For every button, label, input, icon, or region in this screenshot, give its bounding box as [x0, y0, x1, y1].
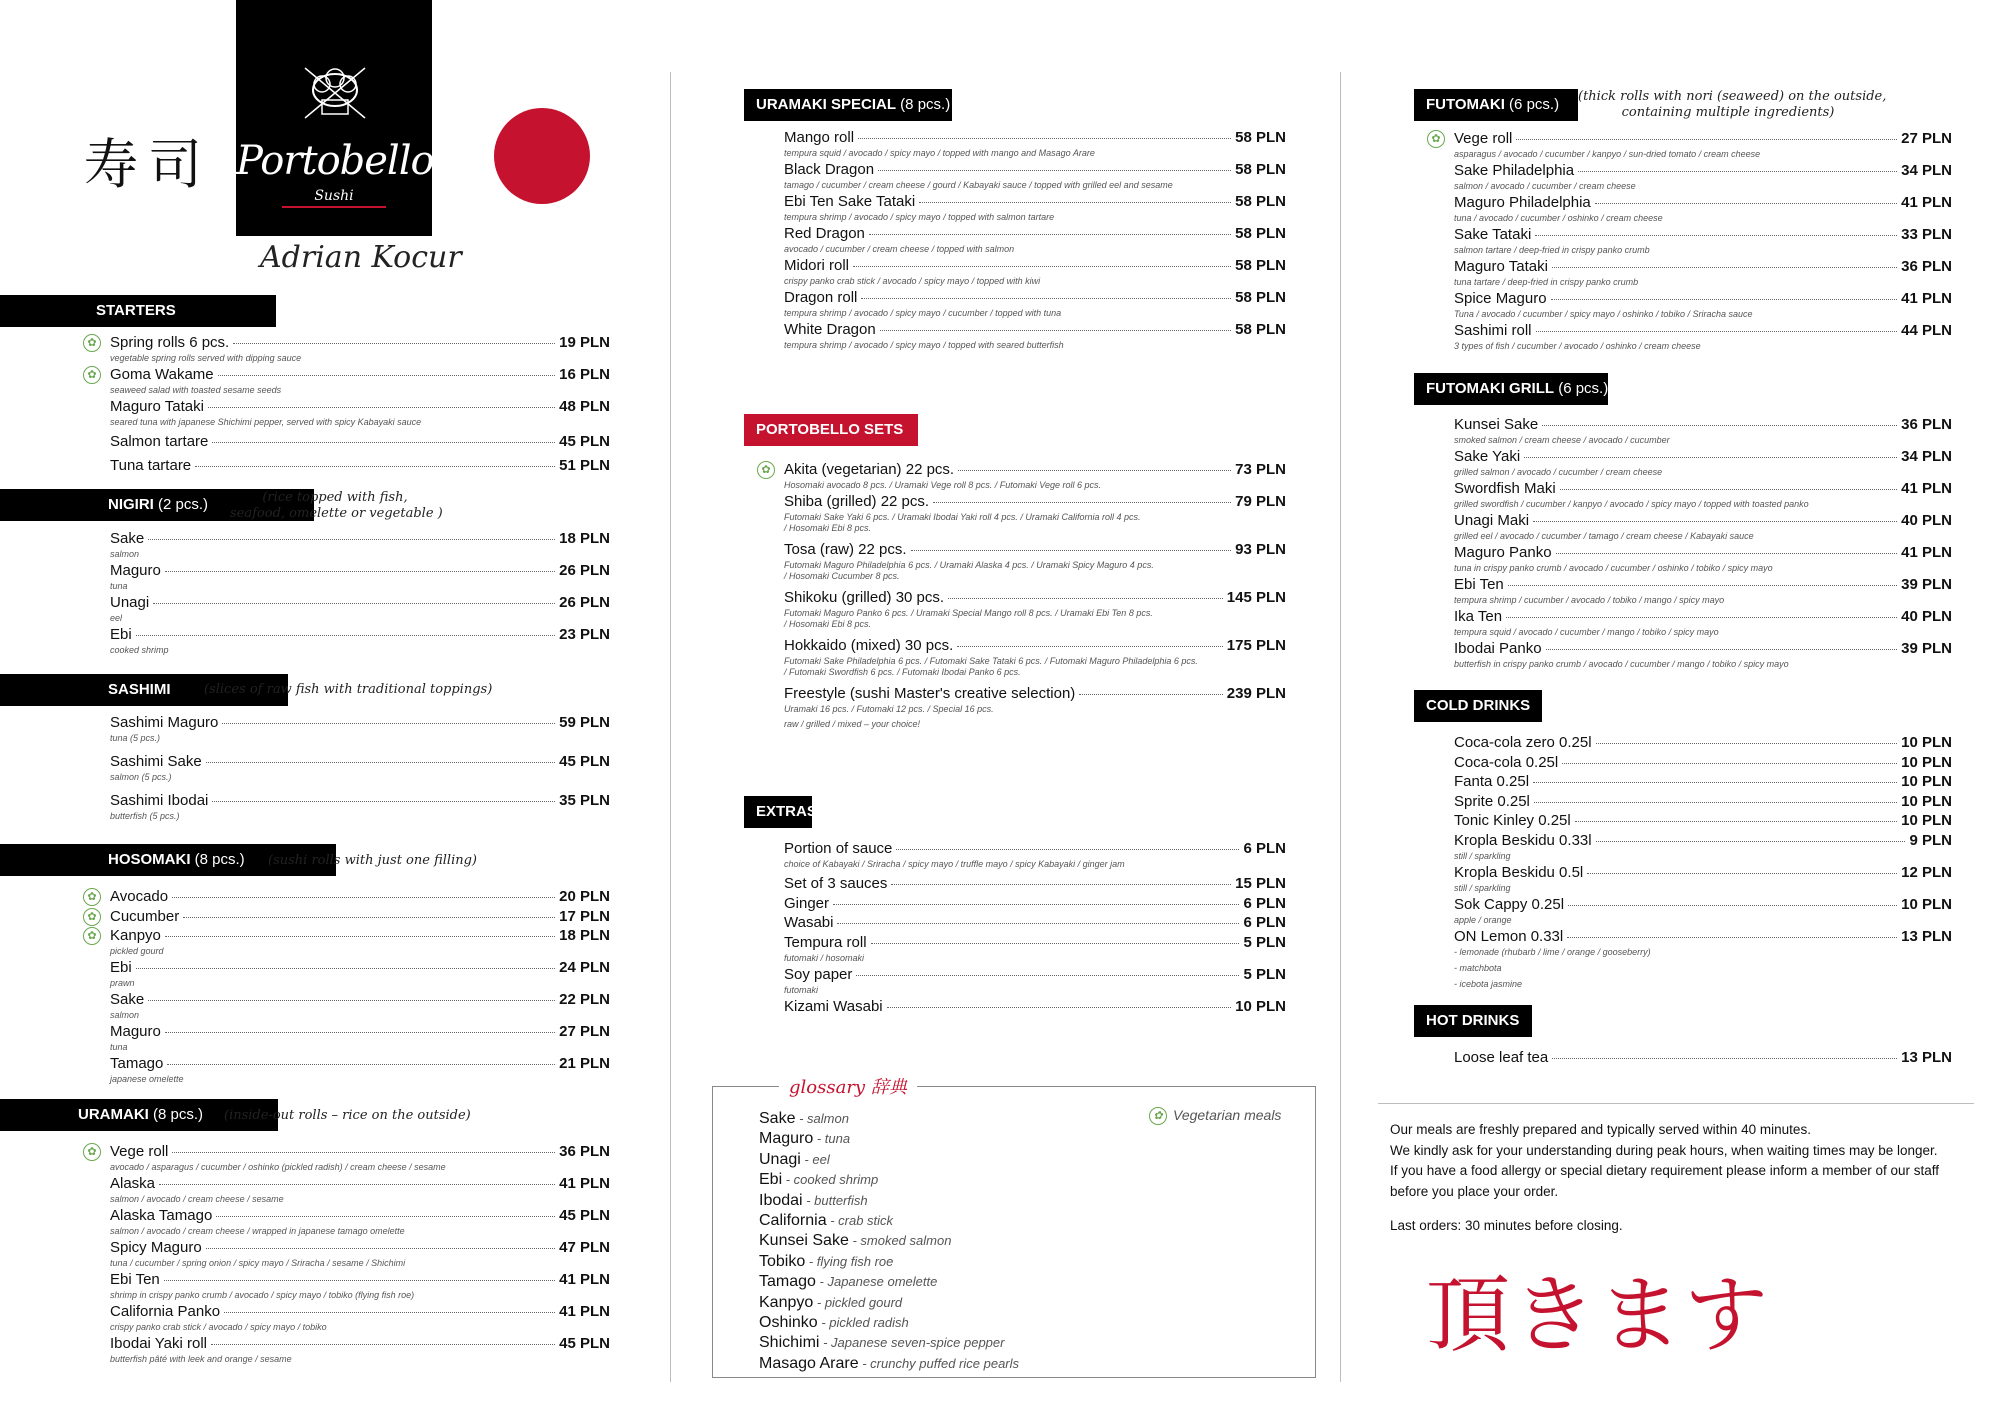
- menu-item: Ginger 6 PLN: [784, 894, 1286, 912]
- menu-item: Swordfish Maki 41 PLN grilled swordfish / cucumber / kanpyo / avocado / spicy mayo / topped with toasted panko: [1454, 480, 1952, 509]
- portobello-sets-header: PORTOBELLO SETS: [744, 414, 918, 446]
- glossary-term: Oshinko - pickled radish: [759, 1313, 909, 1331]
- menu-item: Ebi 24 PLN prawn: [110, 959, 610, 988]
- menu-item: Ibodai Yaki roll 45 PLN butterfish pâté with leek and orange / sesame: [110, 1335, 610, 1364]
- menu-item: Maguro Tataki 36 PLN tuna tartare / deep-fried in crispy panko crumb: [1454, 258, 1952, 287]
- menu-item: Tosa (raw) 22 pcs. 93 PLN Futomaki Maguro Philadelphia 6 pcs. / Uramaki Alaska 4 pcs. / Uramaki Spicy Maguro 4 pcs. / Hosomaki Cucumber 8 pcs.: [784, 541, 1286, 581]
- menu-item: ON Lemon 0.33l 13 PLN - lemonade (rhubarb / lime / orange / gooseberry) - matchbota - icebota jasmine: [1454, 927, 1952, 989]
- glossary-term: Ebi - cooked shrimp: [759, 1171, 879, 1189]
- menu-item: White Dragon 58 PLN tempura shrimp / avocado / spicy mayo / topped with seared butterfish: [784, 321, 1286, 350]
- uramaki-special-header: URAMAKI SPECIAL (8 pcs.): [744, 89, 952, 121]
- menu-item: Ika Ten 40 PLN tempura squid / avocado / cucumber / mango / tobiko / spicy mayo: [1454, 608, 1952, 637]
- menu-item: Salmon tartare 45 PLN: [110, 433, 610, 450]
- menu-item: Ebi Ten 41 PLN shrimp in crispy panko crumb / avocado / spicy mayo / tobiko (flying fish roe): [110, 1271, 610, 1300]
- jp-sushi-heading: 寿司: [84, 133, 212, 196]
- menu-item: Fanta 0.25l 10 PLN: [1454, 773, 1952, 790]
- menu-item: Maguro Panko 41 PLN tuna in crispy panko crumb / avocado / cucumber / oshinko / tobiko / spicy mayo: [1454, 544, 1952, 573]
- glossary-term: Ibodai - butterfish: [759, 1191, 868, 1209]
- menu-item: Midori roll 58 PLN crispy panko crab stick / avocado / spicy mayo / topped with kiwi: [784, 257, 1286, 286]
- menu-item: ✿ Akita (vegetarian) 22 pcs. 73 PLN Hosomaki avocado 8 pcs. / Uramaki Vege roll 8 pcs. / Futomaki Vege roll 6 pcs.: [784, 461, 1286, 493]
- menu-item: Shikoku (grilled) 30 pcs. 145 PLN Futomaki Maguro Panko 6 pcs. / Uramaki Special Mango roll 8 pcs. / Uramaki Ebi Ten 8 pcs. / Hosomaki Ebi 8 pcs.: [784, 589, 1286, 629]
- glossary-list: [759, 1109, 1019, 1374]
- menu-item: Sake Tataki 33 PLN salmon tartare / deep-fried in crispy panko crumb: [1454, 226, 1952, 255]
- menu-item: Portion of sauce 6 PLN choice of Kabayaki / Sriracha / spicy mayo / truffle mayo / spicy Kabayaki / ginger jam: [784, 840, 1286, 869]
- hosomaki-list: [87, 888, 610, 1087]
- futomaki-grill-list: [1454, 416, 1952, 672]
- menu-item: Sake Philadelphia 34 PLN salmon / avocado / cucumber / cream cheese: [1454, 162, 1952, 191]
- menu-item: Tempura roll 5 PLN futomaki / hosomaki: [784, 933, 1286, 963]
- menu-item: ✿ Kanpyo 18 PLN pickled gourd: [110, 927, 610, 959]
- menu-item: Sok Cappy 0.25l 10 PLN apple / orange: [1454, 895, 1952, 925]
- menu-item: ✿ Avocado 20 PLN: [110, 888, 610, 908]
- menu-item: Unagi 26 PLN eel: [110, 594, 610, 623]
- portobello-sets-list: [761, 461, 1286, 733]
- extras-list: [784, 840, 1286, 1030]
- uramaki-list: [87, 1143, 610, 1367]
- menu-item: Maguro 27 PLN tuna: [110, 1023, 610, 1052]
- uramaki-header: URAMAKI (8 pcs.): [0, 1099, 278, 1131]
- itadakimasu-text: 頂きます: [1426, 1266, 1771, 1364]
- futomaki-list: [1431, 130, 1952, 354]
- menu-item: Set of 3 sauces 15 PLN: [784, 875, 1286, 892]
- logo-underline: [282, 206, 386, 208]
- menu-item: Soy paper 5 PLN futomaki: [784, 965, 1286, 995]
- uramaki-special-list: [784, 129, 1286, 353]
- chef-hat-icon: [300, 60, 370, 130]
- menu-item: ✿ Spring rolls 6 pcs. 19 PLN vegetable spring rolls served with dipping sauce: [110, 334, 610, 366]
- hot-drinks-header: HOT DRINKS: [1414, 1005, 1532, 1037]
- menu-item: Loose leaf tea 13 PLN: [1454, 1049, 1952, 1066]
- nigiri-note: (rice topped with fish, seafood, omelette or vegetable ): [230, 490, 443, 521]
- hosomaki-note: (sushi rolls with just one filling): [268, 853, 477, 868]
- starters-list: [87, 334, 610, 489]
- glossary-term: Sake - salmon: [759, 1110, 849, 1127]
- menu-item: Hokkaido (mixed) 30 pcs. 175 PLN Futomaki Sake Philadelphia 6 pcs. / Futomaki Sake Tataki 6 pcs. / Futomaki Maguro Philadelphia 6 pcs. / Futomaki Swordfish 6 pcs. / Futomaki Ibodai Panko 6 pcs.: [784, 637, 1286, 677]
- leaf-icon: ✿: [83, 366, 101, 384]
- menu-item: Kropla Beskidu 0.5l 12 PLN still / sparkling: [1454, 863, 1952, 893]
- menu-item: Red Dragon 58 PLN avocado / cucumber / cream cheese / topped with salmon: [784, 225, 1286, 254]
- menu-item: Spice Maguro 41 PLN Tuna / avocado / cucumber / spicy mayo / oshinko / tobiko / Sriracha sauce: [1454, 290, 1952, 319]
- leaf-icon: ✿: [83, 888, 101, 906]
- menu-item: Spicy Maguro 47 PLN tuna / cucumber / spring onion / spicy mayo / Sriracha / sesame / Shichimi: [110, 1239, 610, 1268]
- logo-name: Portobello: [236, 138, 434, 184]
- menu-item: Ebi Ten Sake Tataki 58 PLN tempura shrimp / avocado / spicy mayo / topped with salmon tartare: [784, 193, 1286, 222]
- hosomaki-header: HOSOMAKI (8 pcs.): [0, 844, 336, 876]
- glossary-term: Kanpyo - pickled gourd: [759, 1293, 903, 1311]
- menu-item: Coca-cola zero 0.25l 10 PLN: [1454, 734, 1952, 751]
- menu-item: Shiba (grilled) 22 pcs. 79 PLN Futomaki Sake Yaki 6 pcs. / Uramaki Ibodai Yaki roll 4 pcs. / Uramaki California roll 4 pcs. / Hosomaki Ebi 8 pcs.: [784, 493, 1286, 533]
- menu-item: Black Dragon 58 PLN tamago / cucumber / cream cheese / gourd / Kabayaki sauce / topped with grilled eel and sesame: [784, 161, 1286, 190]
- leaf-icon: ✿: [83, 1143, 101, 1161]
- menu-item: Maguro Tataki 48 PLN seared tuna with japanese Shichimi pepper, served with spicy Kabayaki sauce: [110, 398, 610, 427]
- info-divider: [1378, 1103, 1974, 1104]
- menu-item: Alaska 41 PLN salmon / avocado / cream cheese / sesame: [110, 1175, 610, 1204]
- menu-item: Kunsei Sake 36 PLN smoked salmon / cream cheese / avocado / cucumber: [1454, 416, 1952, 445]
- menu-item: Maguro 26 PLN tuna: [110, 562, 610, 591]
- chef-signature: Adrian Kocur: [260, 240, 462, 275]
- menu-item: Coca-cola 0.25l 10 PLN: [1454, 753, 1952, 771]
- logo-sub: Sushi: [314, 188, 354, 204]
- menu-item: Alaska Tamago 45 PLN salmon / avocado / cream cheese / wrapped in japanese tamago omelette: [110, 1207, 610, 1236]
- menu-item: Unagi Maki 40 PLN grilled eel / avocado / cucumber / tamago / cream cheese / Kabayaki sauce: [1454, 512, 1952, 541]
- sashimi-header: SASHIMI: [0, 674, 288, 706]
- menu-item: Sprite 0.25l 10 PLN: [1454, 792, 1952, 810]
- menu-item: Tamago 21 PLN japanese omelette: [110, 1055, 610, 1084]
- cold-drinks-list: [1454, 734, 1952, 989]
- menu-item: Kizami Wasabi 10 PLN: [784, 997, 1286, 1015]
- menu-item: Freestyle (sushi Master's creative selection) 239 PLN Uramaki 16 pcs. / Futomaki 12 pcs. / Special 16 pcs. raw / grilled / mixed – your choice!: [784, 685, 1286, 729]
- menu-item: ✿ Vege roll 36 PLN avocado / asparagus / cucumber / oshinko (pickled radish) / cream cheese / sesame: [110, 1143, 610, 1175]
- leaf-icon: ✿: [83, 908, 101, 926]
- futomaki-grill-header: FUTOMAKI GRILL (6 pcs.): [1414, 373, 1608, 405]
- menu-item: Ibodai Panko 39 PLN butterfish in crispy panko crumb / avocado / cucumber / mango / tobiko / spicy mayo: [1454, 640, 1952, 669]
- glossary-term: California - crab stick: [759, 1211, 894, 1229]
- cold-drinks-header: COLD DRINKS: [1414, 690, 1542, 722]
- vegetarian-legend: ✿ Vegetarian meals: [1149, 1107, 1281, 1125]
- menu-item: Mango roll 58 PLN tempura squid / avocado / spicy mayo / topped with mango and Masago Arare: [784, 129, 1286, 158]
- sashimi-list: [110, 714, 610, 831]
- glossary-term: Tobiko - flying fish roe: [759, 1252, 894, 1270]
- service-info: Our meals are freshly prepared and typically served within 40 minutes. We kindly ask for your understanding during peak hours, when waiting times may be longer. If you have a food allergy or special dietary requirement please inform a member of our staff before you place your order.: [1390, 1122, 1940, 1199]
- leaf-icon: ✿: [1149, 1107, 1167, 1125]
- glossary-term: Maguro - tuna: [759, 1130, 851, 1148]
- menu-item: Kropla Beskidu 0.33l 9 PLN still / sparkling: [1454, 831, 1952, 861]
- leaf-icon: ✿: [1427, 130, 1445, 148]
- menu-item: ✿ Vege roll 27 PLN asparagus / avocado / cucumber / kanpyo / sun-dried tomato / cream cheese: [1454, 130, 1952, 162]
- menu-item: Sake Yaki 34 PLN grilled salmon / avocado / cucumber / cream cheese: [1454, 448, 1952, 477]
- extras-header: EXTRAS: [744, 796, 812, 828]
- uramaki-note: (inside-out rolls – rice on the outside): [224, 1108, 471, 1123]
- glossary-term: Tamago - Japanese omelette: [759, 1273, 938, 1291]
- nigiri-header: NIGIRI (2 pcs.): [0, 489, 314, 521]
- portobello-logo: [236, 0, 432, 236]
- menu-item: ✿ Goma Wakame 16 PLN seaweed salad with toasted sesame seeds: [110, 366, 610, 398]
- menu-item: ✿ Cucumber 17 PLN: [110, 908, 610, 928]
- glossary-title: glossary 辞典: [779, 1073, 917, 1099]
- menu-item: Dragon roll 58 PLN tempura shrimp / avocado / spicy mayo / cucumber / topped with tuna: [784, 289, 1286, 318]
- menu-item: Sashimi Ibodai 35 PLN butterfish (5 pcs.): [110, 792, 610, 821]
- leaf-icon: ✿: [757, 461, 775, 479]
- leaf-icon: ✿: [83, 927, 101, 945]
- glossary-term: Unagi - eel: [759, 1150, 830, 1168]
- red-sun-circle: [494, 108, 590, 204]
- menu-item: Maguro Philadelphia 41 PLN tuna / avocado / cucumber / oshinko / cream cheese: [1454, 194, 1952, 223]
- glossary-term: Kunsei Sake - smoked salmon: [759, 1232, 952, 1250]
- menu-item: Sashimi Maguro 59 PLN tuna (5 pcs.): [110, 714, 610, 743]
- menu-item: Sake 22 PLN salmon: [110, 991, 610, 1020]
- hot-drinks-list: [1454, 1049, 1952, 1081]
- glossary-box: [712, 1077, 1316, 1378]
- menu-item: Tonic Kinley 0.25l 10 PLN: [1454, 812, 1952, 829]
- menu-item: Ebi 23 PLN cooked shrimp: [110, 626, 610, 655]
- menu-item: Tuna tartare 51 PLN: [110, 457, 610, 474]
- menu-item: Sashimi roll 44 PLN 3 types of fish / cucumber / avocado / oshinko / cream cheese: [1454, 322, 1952, 351]
- futomaki-note: (thick rolls with nori (seaweed) on the outside, containing multiple ingredients): [1578, 89, 1887, 120]
- menu-column-left: [0, 0, 670, 1414]
- futomaki-header: FUTOMAKI (6 pcs.): [1414, 89, 1578, 121]
- starters-header: STARTERS: [0, 295, 276, 327]
- menu-item: California Panko 41 PLN crispy panko crab stick / avocado / spicy mayo / tobiko: [110, 1303, 610, 1332]
- last-orders-note: Last orders: 30 minutes before closing.: [1390, 1218, 1623, 1233]
- sashimi-note: (slices of raw fish with traditional toppings): [204, 682, 493, 697]
- menu-item: Sashimi Sake 45 PLN salmon (5 pcs.): [110, 753, 610, 782]
- menu-item: Ebi Ten 39 PLN tempura shrimp / cucumber / avocado / tobiko / mango / spicy mayo: [1454, 576, 1952, 605]
- glossary-term: Masago Arare - crunchy puffed rice pearls: [759, 1354, 1020, 1372]
- menu-item: Sake 18 PLN salmon: [110, 530, 610, 559]
- glossary-term: Shichimi - Japanese seven-spice pepper: [759, 1334, 1005, 1352]
- nigiri-list: [110, 530, 610, 658]
- menu-item: Wasabi 6 PLN: [784, 914, 1286, 931]
- leaf-icon: ✿: [83, 334, 101, 352]
